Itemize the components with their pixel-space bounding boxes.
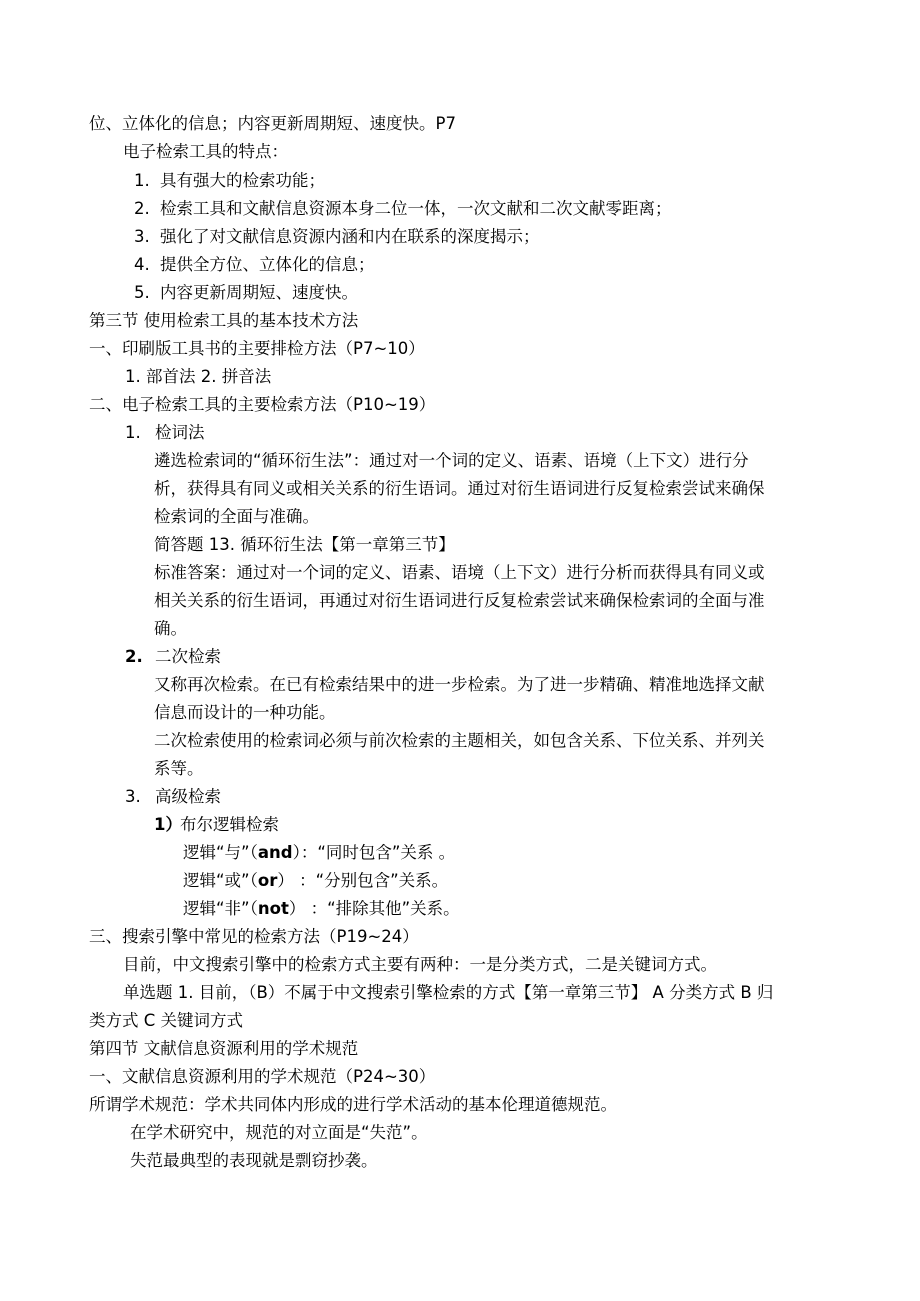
text-line: 系等。 [154, 759, 204, 778]
logic-suffix: ） ：“排除其他”关系。 [288, 899, 460, 918]
list-number: 2. [125, 647, 143, 666]
logic-line [183, 843, 455, 865]
logic-prefix: 逻辑“或”（ [183, 871, 258, 890]
text-line: 失范最典型的表现就是剽窃抄袭。 [130, 1151, 378, 1170]
section-heading: 第四节 文献信息资源利用的学术规范 [89, 1039, 359, 1058]
subsection-heading: 三、搜索引擎中常见的检索方法（P19~24） [89, 927, 419, 946]
text-line: 目前，中文搜索引擎中的检索方式主要有两种：一是分类方式，二是关键词方式。 [123, 955, 717, 974]
list-number: 3. [134, 227, 150, 246]
text-line: 信息而设计的一种功能。 [154, 703, 336, 722]
text-line: 类方式 C 关键词方式 [89, 1011, 244, 1030]
text-line: 在学术研究中，规范的对立面是“失范”。 [130, 1123, 428, 1142]
list-number: 1. [125, 423, 141, 442]
logic-keyword: not [257, 899, 289, 918]
logic-line [183, 899, 460, 921]
text-line: 电子检索工具的特点： [123, 142, 288, 161]
list-item [134, 255, 375, 277]
text-line: 检索词的全面与准确。 [154, 507, 319, 526]
text-line: 析，获得具有同义或相关关系的衍生语词。通过对衍生语词进行反复检索尝试来确保 [154, 479, 765, 498]
list-text: 内容更新周期短、速度快。 [160, 283, 358, 302]
list-number: 2. [134, 199, 150, 218]
text-line: 单选题 1. 目前，（B）不属于中文搜索引擎检索的方式【第一章第三节】 A 分类方式 B 归 [123, 983, 774, 1002]
logic-keyword: and [257, 843, 293, 862]
logic-prefix: 逻辑“非”（ [183, 899, 258, 918]
text-line: 相关关系的衍生语词，再通过对衍生语词进行反复检索尝试来确保检索词的全面与准 [154, 591, 765, 610]
section-heading: 第三节 使用检索工具的基本技术方法 [89, 311, 359, 330]
list-item [125, 647, 221, 669]
text-line: 标准答案：通过对一个词的定义、语素、语境（上下文）进行分析而获得具有同义或 [154, 563, 765, 582]
subsection-heading: 一、印刷版工具书的主要排检方法（P7~10） [89, 339, 425, 358]
list-text: 检词法 [155, 423, 205, 442]
list-item [134, 283, 358, 305]
logic-suffix: ） ：“分别包含”关系。 [277, 871, 449, 890]
logic-line [183, 871, 448, 893]
list-number: 3. [125, 787, 141, 806]
subsection-heading: 二、电子检索工具的主要检索方法（P10~19） [89, 395, 436, 414]
text-line: 二次检索使用的检索词必须与前次检索的主题相关，如包含关系、下位关系、并列关 [154, 731, 765, 750]
text-line: 所谓学术规范：学术共同体内形成的进行学术活动的基本伦理道德规范。 [89, 1095, 617, 1114]
text-line: 1. 部首法 2. 拼音法 [125, 367, 272, 386]
list-item [154, 815, 279, 837]
list-number: 4. [134, 255, 150, 274]
list-text: 提供全方位、立体化的信息； [160, 255, 375, 274]
text-line: 又称再次检索。在已有检索结果中的进一步检索。为了进一步精确、精准地选择文献 [154, 675, 765, 694]
text-line: 遴选检索词的“循环衍生法”：通过对一个词的定义、语素、语境（上下文）进行分 [154, 451, 749, 470]
list-item [134, 171, 325, 193]
subsection-heading: 一、文献信息资源利用的学术规范（P24~30） [89, 1067, 436, 1086]
list-text: 二次检索 [155, 647, 221, 666]
list-text: 具有强大的检索功能； [160, 171, 325, 190]
list-item [125, 787, 221, 809]
logic-keyword: or [257, 871, 278, 890]
list-text: 高级检索 [155, 787, 221, 806]
list-text: 布尔逻辑检索 [180, 815, 279, 834]
list-text: 强化了对文献信息资源内涵和内在联系的深度揭示； [160, 227, 540, 246]
list-item [134, 227, 540, 249]
text-line: 位、立体化的信息；内容更新周期短、速度快。P7 [89, 114, 456, 133]
list-item [125, 423, 205, 445]
logic-prefix: 逻辑“与”（ [183, 843, 258, 862]
logic-suffix: ）：“同时包含”关系 。 [292, 843, 456, 862]
list-number: 1） [154, 815, 182, 834]
list-item [134, 199, 672, 221]
list-number: 5. [134, 283, 150, 302]
text-line: 简答题 13. 循环衍生法【第一章第三节】 [154, 535, 455, 554]
list-number: 1. [134, 171, 150, 190]
text-line: 确。 [154, 619, 187, 638]
list-text: 检索工具和文献信息资源本身二位一体，一次文献和二次文献零距离； [160, 199, 672, 218]
